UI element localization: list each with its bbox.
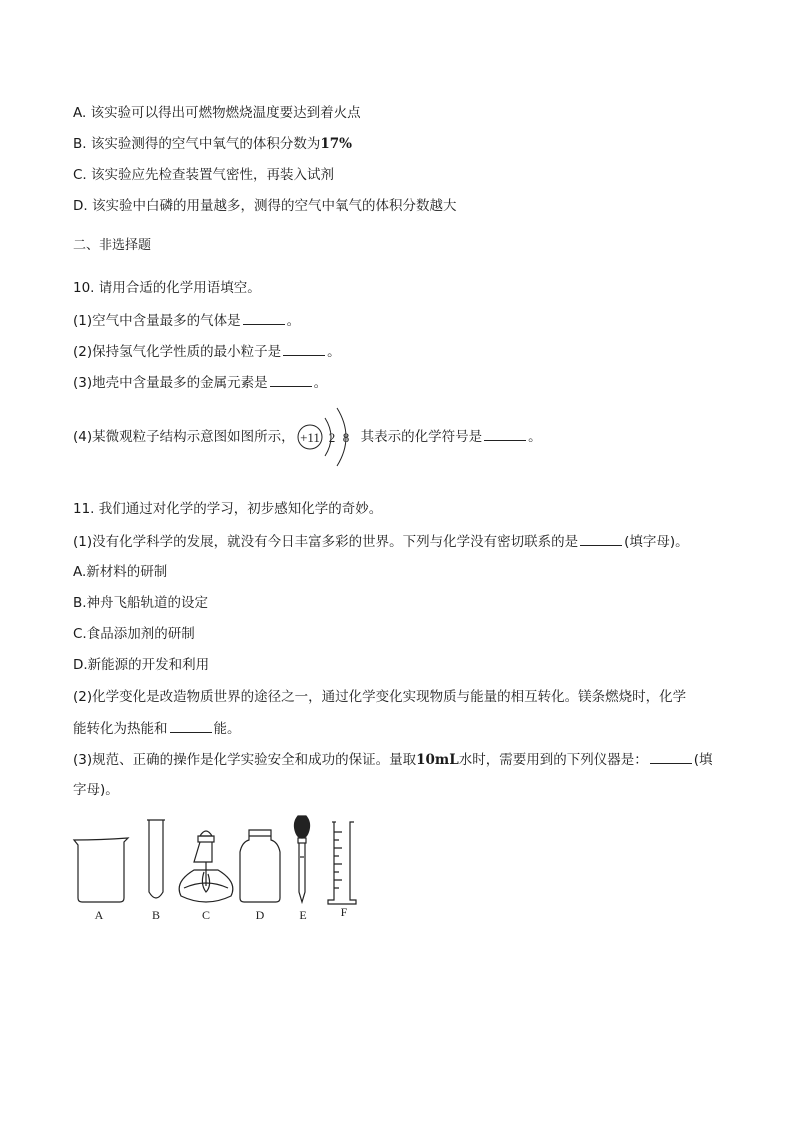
q11-part3-mid: 水时，需要用到的下列仪器是： [458, 752, 648, 768]
option-c: C. 该实验应先检查装置气密性，再装入试剂 [73, 167, 335, 183]
q11-part1 [73, 531, 689, 552]
q10-part2 [73, 341, 341, 362]
q11-part2-pre: 能转化为热能和 [73, 721, 168, 737]
reagent-jar-icon [240, 830, 280, 902]
label-e: E [299, 908, 307, 922]
q11-part3-line1 [73, 749, 712, 770]
answer-blank[interactable] [170, 718, 212, 733]
q11-part2-line2 [73, 718, 241, 739]
q11-choice-d: D.新能源的开发和利用 [73, 657, 210, 673]
q11-part3-end: (填 [693, 752, 713, 768]
apparatus-figure [66, 812, 366, 928]
graduated-cylinder-icon [328, 822, 356, 904]
q11-part3-line2: 字母)。 [73, 782, 119, 798]
label-b: B [151, 908, 161, 922]
answer-blank[interactable] [580, 531, 622, 546]
label-f: F [340, 905, 348, 919]
q10-part2-end: 。 [327, 344, 341, 360]
q10-part1-end: 。 [286, 313, 301, 329]
q11-part1-end: (填字母)。 [624, 534, 689, 550]
q10-part4-text: (4)某微观粒子结构示意图如图所示， [73, 429, 295, 445]
q10-part1-text: (1)空气中含量最多的气体是 [73, 313, 241, 329]
dropper-icon [294, 816, 309, 902]
nucleus-charge: +11 [299, 430, 320, 445]
option-b [73, 134, 352, 154]
option-d: D. 该实验中白磷的用量越多，测得的空气中氧气的体积分数越大 [73, 198, 457, 214]
q11-choice-a: A.新材料的研制 [73, 564, 168, 580]
answer-blank[interactable] [283, 341, 325, 356]
beaker-icon [74, 838, 128, 902]
shell1-electrons: 2 [328, 430, 335, 445]
q10-part3-text: (3)地壳中含量最多的金属元素是 [73, 375, 268, 391]
q10-part3-end: 。 [313, 375, 328, 391]
shell2-electrons: 8 [342, 430, 349, 445]
q11-part3-qty: 10mL [416, 752, 459, 768]
q10-stem: 10. 请用合适的化学用语填空。 [73, 280, 261, 296]
label-c: C [201, 908, 211, 922]
atom-structure-diagram [297, 404, 359, 470]
q11-part1-text: (1)没有化学科学的发展，就没有今日丰富多彩的世界。下列与化学没有密切联系的是 [73, 534, 579, 550]
q10-part3 [73, 372, 327, 393]
option-a: A. 该实验可以得出可燃物燃烧温度要达到着火点 [73, 105, 361, 121]
test-tube-icon [149, 820, 163, 898]
q10-part1 [73, 310, 300, 331]
label-d: D [255, 908, 265, 922]
q10-part2-text: (2)保持氢气化学性质的最小粒子是 [73, 344, 282, 360]
q11-stem: 11. 我们通过对化学的学习，初步感知化学的奇妙。 [73, 501, 383, 517]
answer-blank[interactable] [650, 749, 692, 764]
option-b-value: 17% [320, 136, 352, 152]
label-a: A [94, 908, 104, 922]
q11-part3-pre: (3)规范、正确的操作是化学实验安全和成功的保证。量取 [73, 752, 417, 768]
q11-choice-c: C.食品添加剂的研制 [73, 626, 195, 642]
alcohol-lamp-icon [179, 831, 233, 902]
option-b-text: B. 该实验测得的空气中氧气的体积分数为 [73, 136, 321, 152]
q11-part2-end: 能。 [213, 721, 241, 737]
answer-blank[interactable] [270, 372, 312, 387]
q10-part4-end: 。 [528, 429, 542, 445]
answer-blank[interactable] [243, 310, 285, 325]
q10-part4 [73, 404, 542, 470]
answer-blank[interactable] [484, 426, 526, 441]
section-title: 二、非选择题 [73, 238, 152, 253]
q11-part2-line1: (2)化学变化是改造物质世界的途径之一，通过化学变化实现物质与能量的相互转化。镁条燃烧时，化学 [73, 689, 687, 705]
q10-part4-after: 其表示的化学符号是 [360, 429, 483, 445]
q11-choice-b: B.神舟飞船轨道的设定 [73, 595, 209, 611]
